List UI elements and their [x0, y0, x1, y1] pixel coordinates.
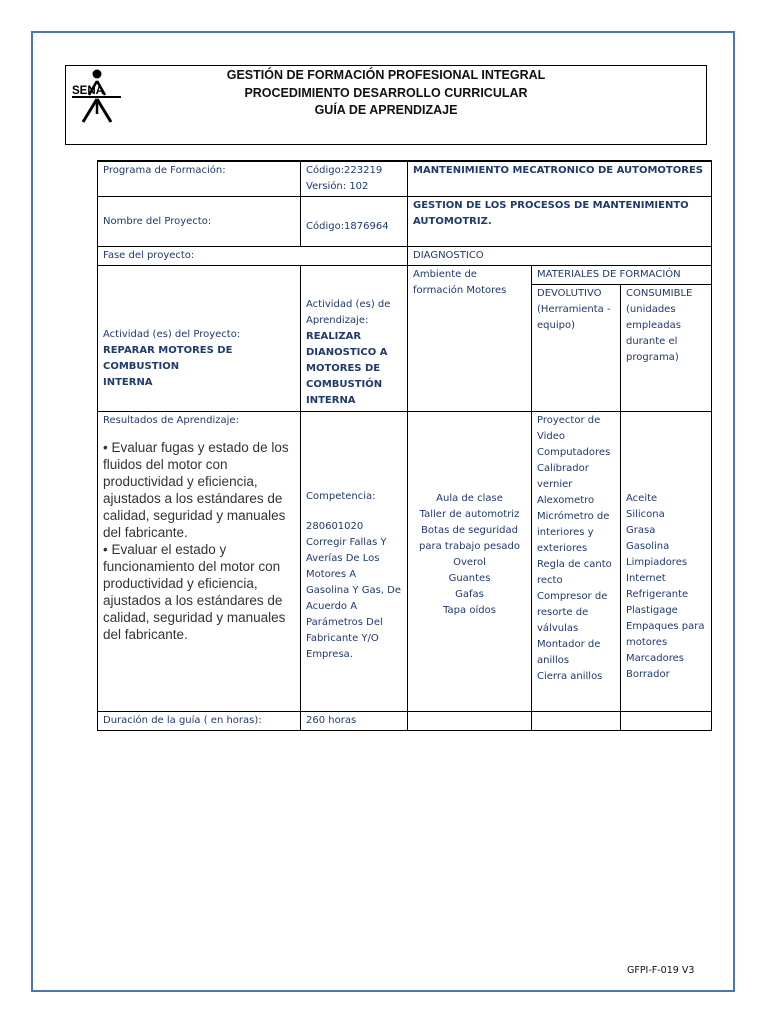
competencia-label: Competencia:: [306, 491, 376, 502]
proyecto-codigo: Código:1876964: [301, 197, 408, 247]
fase-label: Fase del proyecto:: [98, 247, 408, 266]
row-duracion: [98, 712, 712, 731]
row-fase: [98, 247, 712, 266]
competencia-code: 280601020: [306, 521, 364, 532]
programa-version: Versión: 102: [306, 181, 369, 192]
header-title-line2: PROCEDIMIENTO DESARROLLO CURRICULAR: [244, 85, 528, 100]
fase-value: DIAGNOSTICO: [408, 247, 712, 266]
row-resultados: [98, 412, 712, 712]
actividad-proyecto-cell: [98, 266, 301, 412]
duracion-value: 260 horas: [301, 712, 408, 731]
header-title-line3: GUÍA DE APRENDIZAJE: [314, 103, 458, 117]
actividad-proyecto-value: REPARAR MOTORES DE COMBUSTION INTERNA: [103, 344, 233, 388]
actividad-proyecto-label: Actividad (es) del Proyecto:: [103, 328, 241, 340]
programa-codigo: Código:223219: [306, 165, 383, 176]
row-proyecto: [98, 197, 712, 247]
ambiente-list: Aula de clase Taller de automotriz Botas de seguridad para trabajo pesado Overol Guantes Gafas Tapa oídos: [419, 493, 520, 616]
learning-guide-table: [97, 160, 712, 731]
resultados-label: Resultados de Aprendizaje:: [103, 415, 239, 426]
competencia-cell: [301, 412, 408, 712]
programa-codigo-cell: [301, 161, 408, 197]
programa-label: Programa de Formación:: [98, 161, 301, 197]
duracion-empty-1: [408, 712, 532, 731]
ambiente-list-cell: [408, 412, 532, 712]
programa-value: MANTENIMIENTO MECATRONICO DE AUTOMOTORES: [408, 161, 712, 197]
proyecto-value: GESTION DE LOS PROCESOS DE MANTENIMIENTO AUTOMOTRIZ.: [408, 197, 712, 247]
competencia-text: Corregir Fallas Y Averías De Los Motores A Gasolina Y Gas, De Acuerdo A Parámetros Del Fabricante Y/O Empresa.: [306, 537, 401, 660]
footer-form-code: GFPI-F-019 V3: [627, 965, 695, 976]
devolutivo-list: Proyector de Video Computadores Calibrador vernier Alexometro Micrómetro de interiores y exteriores Regla de canto recto Compresor de resorte de válvulas Montador de anillos Cierra anillos: [537, 415, 612, 682]
header-titles: [66, 66, 706, 120]
consumible-label: CONSUMIBLE (unidades empleadas durante el programa): [621, 285, 712, 412]
duracion-label: Duración de la guía ( en horas):: [98, 712, 301, 731]
row-programa: [98, 161, 712, 197]
duracion-empty-2: [532, 712, 621, 731]
devolutivo-list-cell: [532, 412, 621, 712]
proyecto-label: Nombre del Proyecto:: [98, 197, 301, 247]
actividad-aprendizaje-cell: [301, 266, 408, 412]
materiales-label: MATERIALES DE FORMACIÓN: [532, 266, 712, 285]
header-title-line1: GESTIÓN DE FORMACIÓN PROFESIONAL INTEGRAL: [226, 68, 546, 82]
resultados-text: • Evaluar fugas y estado de los fluidos del motor con productividad y eficiencia, ajustados a los estándares de calidad, seguridad y manuales del fabricante. • Evaluar el estado y funcionamiento del motor con productividad y eficiencia, ajustados a los estándares de calidad, seguridad y manuales del fabricante.: [103, 440, 289, 642]
devolutivo-label: DEVOLUTIVO (Herramienta - equipo): [532, 285, 621, 412]
document-header: [65, 65, 707, 145]
duracion-empty-3: [621, 712, 712, 731]
ambiente-label: Ambiente de formación Motores: [408, 266, 532, 412]
consumible-list: Aceite Silicona Grasa Gasolina Limpiadores Internet Refrigerante Plastigage Empaques para motores Marcadores Borrador: [626, 493, 705, 680]
actividad-aprendizaje-value: REALIZAR DIANOSTICO A MOTORES DE COMBUSTIÓN INTERNA: [306, 331, 388, 406]
sena-logo-text: SENA: [72, 85, 104, 97]
row-actividad-top: [98, 266, 712, 285]
resultados-cell: [98, 412, 301, 712]
consumible-list-cell: [621, 412, 712, 712]
actividad-aprendizaje-label: Actividad (es) de Aprendizaje:: [306, 299, 391, 326]
